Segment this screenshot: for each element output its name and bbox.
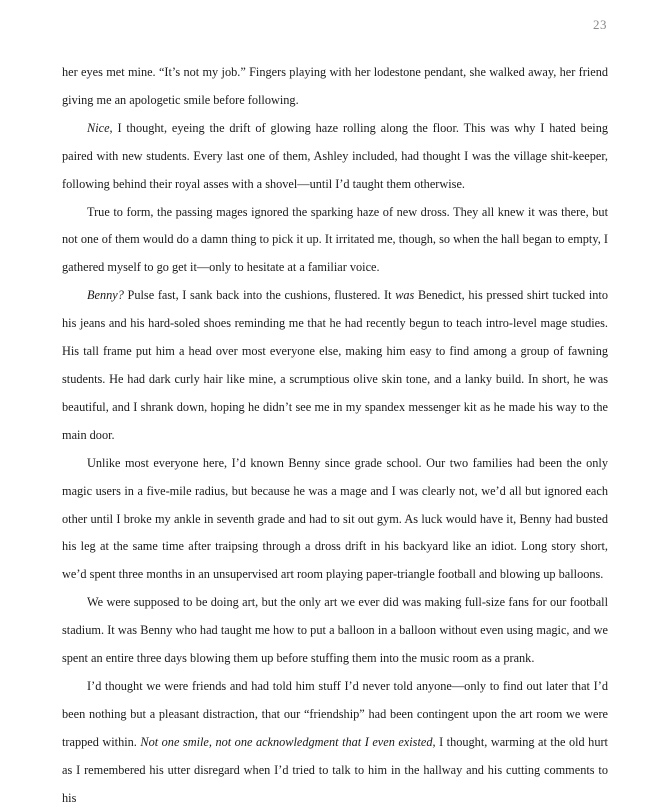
paragraph-text: We were supposed to be doing art, but the only art we ever did was making full-size fans for our football stadium. It was Benny who had taught me how to put a balloon in a balloon without even using magic, and we spent an entire three days blowing them up before stuffing them into the music room as a prank. bbox=[62, 595, 608, 666]
paragraph-text: her eyes met mine. “It’s not my job.” Fingers playing with her lodestone pendant, she walked away, her friend giving me an apologetic smile before following. bbox=[62, 65, 608, 107]
italic-text: Nice, bbox=[87, 120, 113, 135]
paragraph-text: I thought, eyeing the drift of glowing haze rolling along the floor. This was why I hated being paired with new students. Every last one of them, Ashley included, had thought I was the village shit-keeper, following behind their royal asses with a shovel—until I’d taught them otherwise. bbox=[62, 120, 608, 191]
italic-text: was bbox=[395, 288, 415, 303]
paragraph bbox=[62, 59, 608, 115]
paragraph-text: True to form, the passing mages ignored the sparking haze of new dross. They all knew it was there, but not one of them would do a damn thing to pick it up. It irritated me, though, so when the hall began to empty, I gathered myself to go get it—only to hesitate at a familiar voice. bbox=[62, 204, 608, 275]
paragraph-text: Benedict, his pressed shirt tucked into his jeans and his hard-soled shoes reminding me that he had recently begun to teach intro-level mage studies. His tall frame put him a head over most everyone else, making him easy to find among a group of fawning students. He had dark curly hair like mine, a scrumptious olive skin tone, and a lanky build. In short, he was beautiful, and I shrank down, hoping he didn’t see me in my spandex messenger kit as he made his way to the main door. bbox=[62, 288, 608, 442]
paragraph-text: Pulse fast, I sank back into the cushions, flustered. It bbox=[123, 288, 396, 303]
paragraph bbox=[62, 115, 608, 199]
paragraph bbox=[62, 589, 608, 673]
body-text bbox=[62, 59, 608, 812]
paragraph-text: Unlike most everyone here, I’d known Benny since grade school. Our two families had been the only magic users in a five-mile radius, but because he was a mage and I was clearly not, we’d all but ignored each other until I broke my ankle in seventh grade and had to sit out gym. As luck would have it, Benny had busted his leg at the same time after traipsing through a dross drift in his backyard like an idiot. Long story short, we’d spent three months in an unsupervised art room playing paper-triangle football and blowing up balloons. bbox=[62, 455, 608, 582]
paragraph bbox=[62, 282, 608, 449]
paragraph-text: I’d thought we were friends and had told him stuff I’d never told anyone—only to find out later that I’d been nothing but a pleasant distraction, that our “friendship” had been contingent upon the art room we were trapped within. bbox=[62, 678, 608, 749]
paragraph bbox=[62, 673, 608, 812]
paragraph-text: I thought, warming at the old hurt as I remembered his utter disregard when I’d tried to talk to him in the hallway and his cutting comments to his bbox=[62, 734, 608, 805]
italic-text: Benny? bbox=[87, 288, 124, 303]
page-number: 23 bbox=[593, 17, 607, 32]
paragraph bbox=[62, 199, 608, 283]
italic-text: Not one smile, not one acknowledgment that I even existed, bbox=[140, 734, 436, 749]
paragraph bbox=[62, 450, 608, 590]
